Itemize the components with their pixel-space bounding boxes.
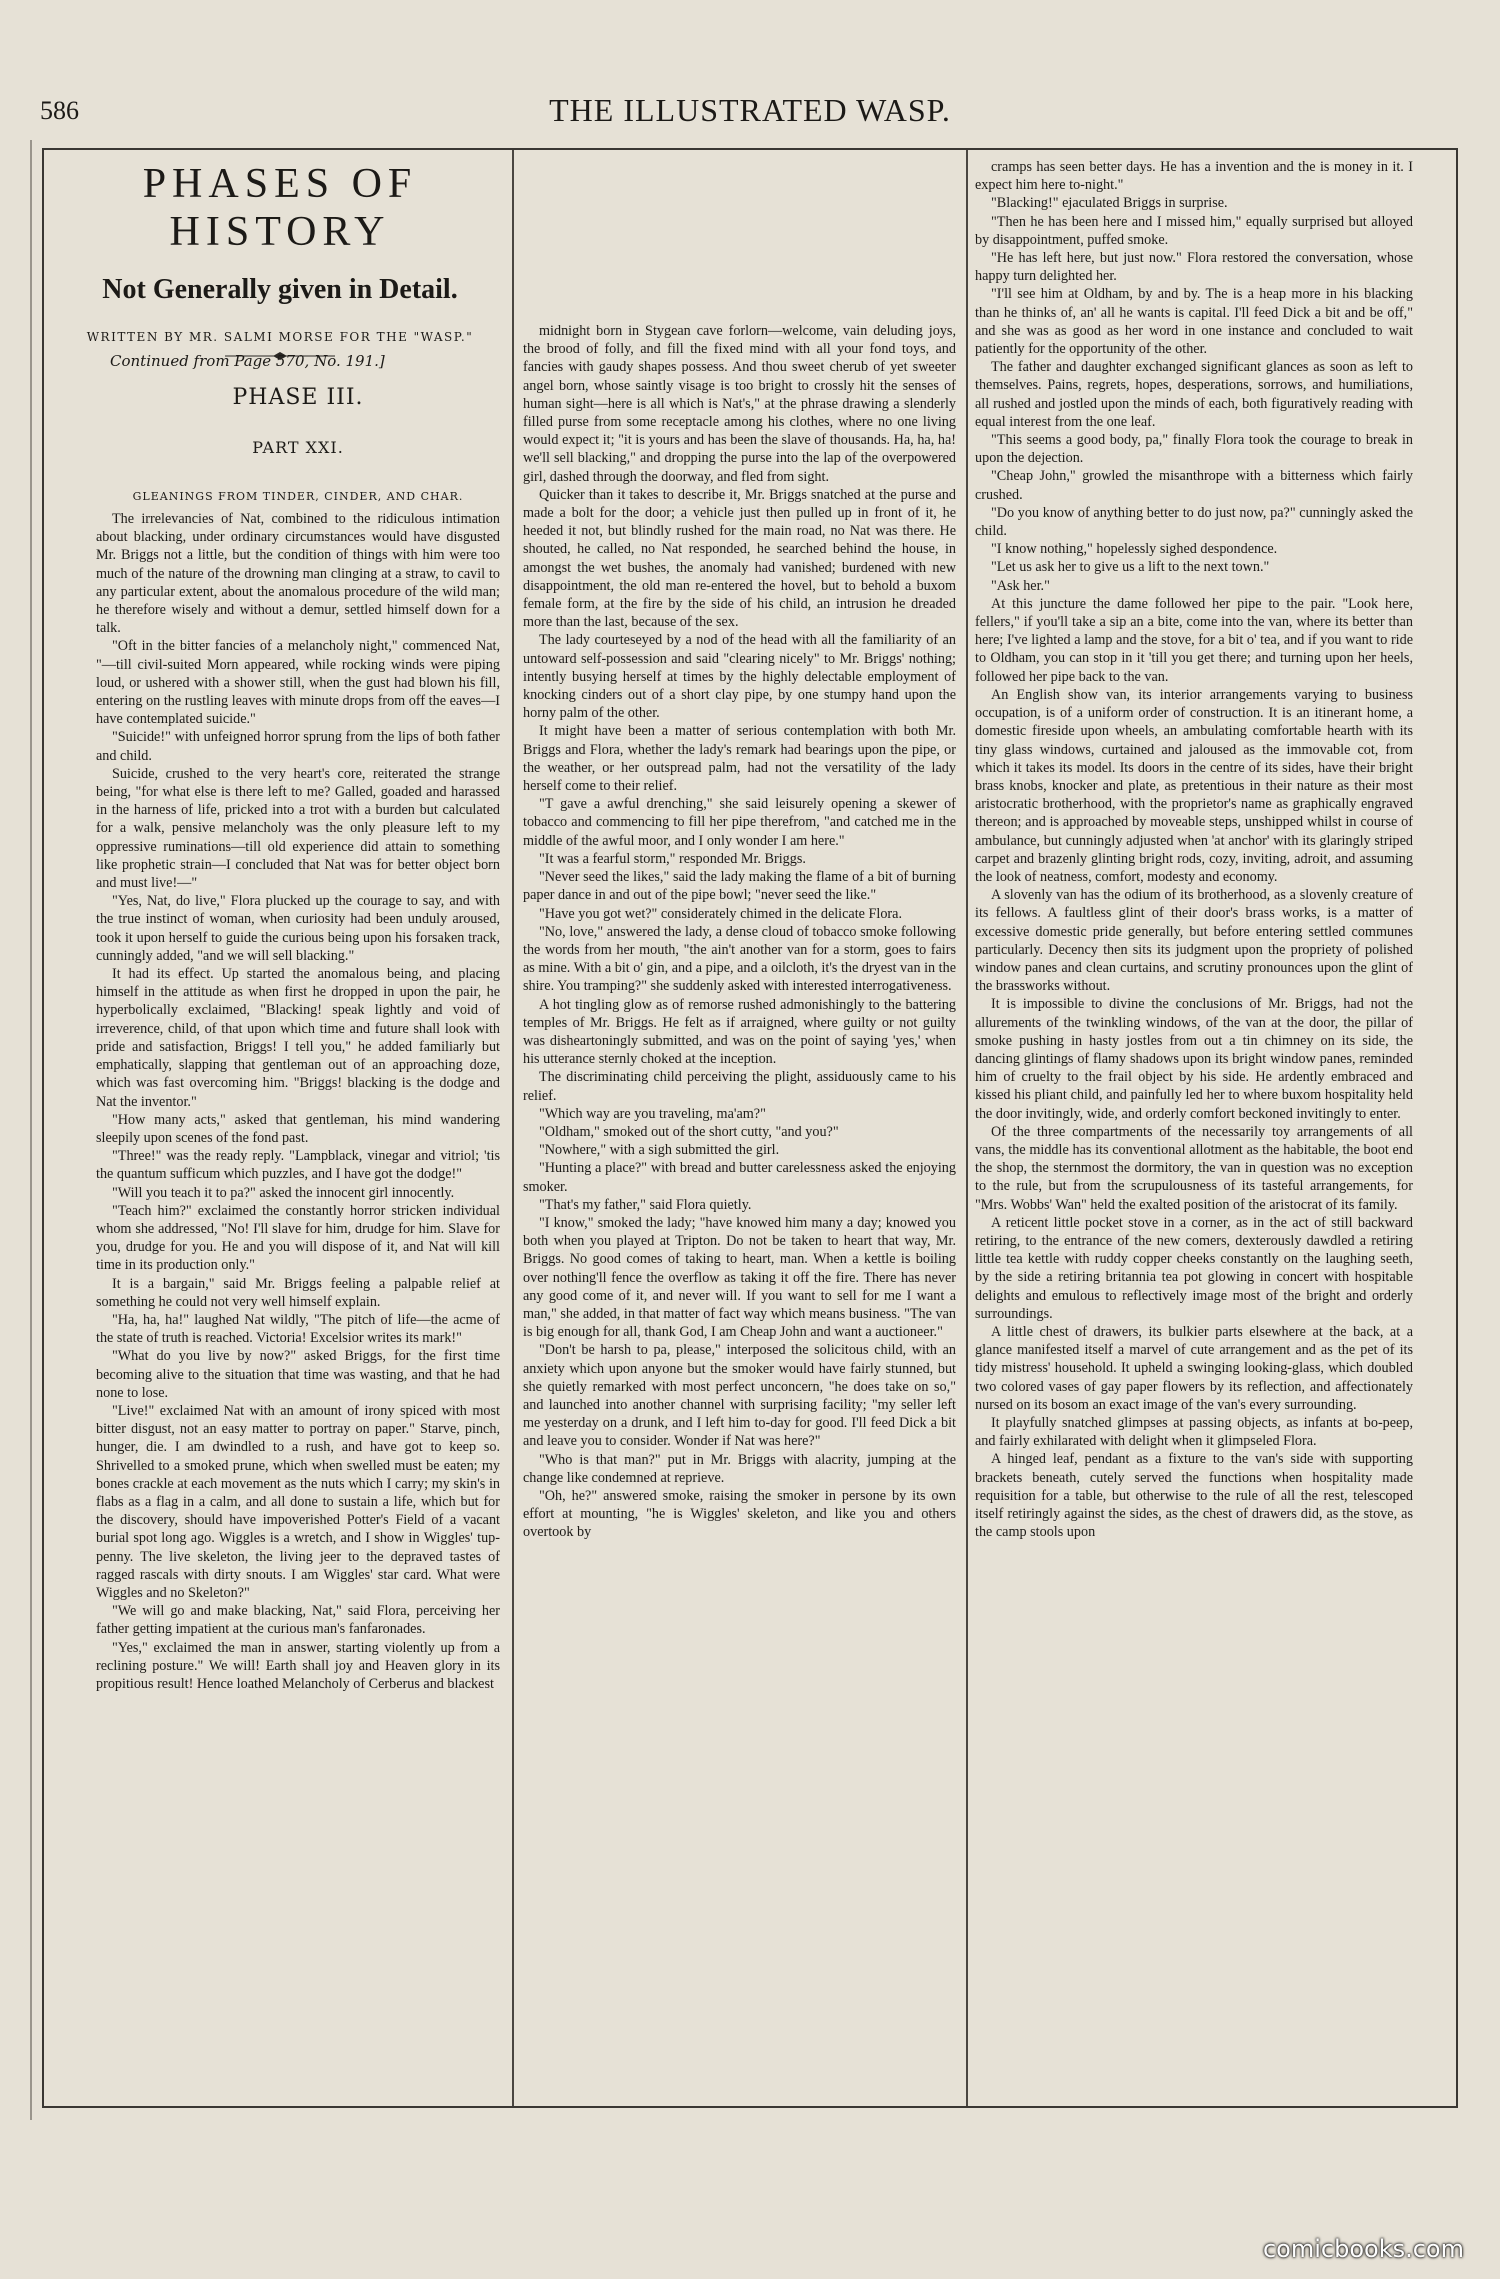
paragraph: "How many acts," asked that gentleman, his mind wandering sleepily upon scenes of the fond past. [96,1111,500,1146]
paragraph: midnight born in Stygean cave forlorn—welcome, vain deluding joys, the brood of folly, and fill the fixed mind with all your fond toys, and fancies with gaudy shapes possess. And thou sweet cherub of yet sweeter angel born, whose saintly visage is too bright to crossly hit the senses of human sight—here is all which is Nat's," at the phrase drawing a slenderly filled purse from some receptacle among his clothes, where no one living would expect it; "it is yours and has been the slave of thousands. Ha, ha, ha! we'll sell blacking," and dropping the purse into the lap of the overpowered girl, dashed through the doorway, and fled from sight. [523,323,956,485]
text-column-2 [523,322,956,2102]
paragraph: "Yes," exclaimed the man in answer, starting violently up from a reclining posture." We will! Earth shall joy and Heaven glory in its propitious result! Hence loathed Melancholy of Cerberus and blackest [96,1639,500,1692]
paragraph: Of the three compartments of the necessarily toy arrangements of all vans, the middle has its conventional allotment as the habitable, the boot end the shop, the sternmost the dormitory, the van in question was no exception to the rule, but from the scrupulousness of its tasteful arrangements, for "Mrs. Wobbs' Wan" held the exalted position of the aristocrat of its family. [975,1123,1413,1213]
byline: WRITTEN BY MR. SALMI MORSE FOR THE "WASP." [86,330,474,344]
page-number: 586 [40,96,79,125]
text-column-1 [96,510,500,2125]
paragraph: "I'll see him at Oldham, by and by. The is a heap more in his blacking than he thinks of, an' all he wants is capital. I'll feed Dick a bit and be off," and she was as good as her word in one instance and concluded to wait patiently for the opportunity of the other. [975,286,1413,358]
masthead: THE ILLUSTRATED WASP. [549,92,951,128]
paragraph: "I know," smoked the lady; "have knowed him many a day; knowed you both when you played at Tripton. Do not be taken to heart that way, Mr. Briggs. No good comes of taking to heart, man. When a kettle is boiling over nothing'll fence the overflow as taking it off the fire. There has never any good come of it, and never will. If you want to sell for me I want a man," she added, in that matter of fact way which means business. "The van is big enough for all, thank God, I am Cheap John and want a auctioneer." [523,1214,956,1341]
watermark: comicbooks.com [1262,2235,1464,2263]
page-edge-shadow [30,140,32,2120]
paragraph: "Don't be harsh to pa, please," interposed the solicitous child, with an anxiety which upon anyone but the smoker would have fairly stunned, but she quietly remarked with most perfect unconcern, "he does take on so," and launched into another channel with surprising facility; "my seller left me yesterday on a drunk, and I left him to-day for good. I'll feed Dick a bit and leave you to consider. Wonder if Nat was here?" [523,1342,956,1450]
phase-heading: PHASE III. [232,385,364,410]
paragraph: Suicide, crushed to the very heart's core, reiterated the strange being, "for what else is there left to me? Galled, goaded and harassed in the harness of life, pricked into a trot with a burden but calculated for a walk, pensive melancholy was the only pleasure left to my oppressive ruminations—till old experience did attain to something like prophetic strain—I concluded that Nat was for better object born and must live!—" [96,765,500,892]
paragraph: A slovenly van has the odium of its brotherhood, as a slovenly creature of its fellows. A faultless glint of their door's brass works, is a matter of excessive domestic pride generally, but before entering settled communes particularly. Decency then sits its judgment upon the propriety of polished window panes and clean curtains, and scrutiny pronounces upon the glint of the brassworks without. [975,887,1413,995]
paragraph: "He has left here, but just now." Flora restored the conversation, whose happy turn delighted her. [975,250,1413,285]
paragraph: "That's my father," said Flora quietly. [539,1196,752,1213]
paragraph: "Who is that man?" put in Mr. Briggs with alacrity, jumping at the change like condemned at reprieve. [523,1451,956,1486]
paragraph: The discriminating child perceiving the plight, assiduously came to his relief. [523,1069,956,1104]
paragraph: A hinged leaf, pendant as a fixture to the van's side with supporting brackets beneath, cutely served the functions when hospitality made requisition for a table, but otherwise to the rule of all the rest, telescoped itself retiringly against the sides, as the chest of drawers did, as the stove, as the camp stools upon [975,1451,1413,1541]
paragraph: "Which way are you traveling, ma'am?" [539,1105,766,1122]
paragraph: The irrelevancies of Nat, combined to the ridiculous intimation about blacking, under ordinary circumstances would have disgusted Mr. Briggs not a little, but the condition of things with him were too much of the nature of the drowning man clinging at a straw, to cavil to any particular extent, about the anomalous procedure of the wild man; he therefore wisely and without a demur, settled himself down for a talk. [96,511,500,637]
paragraph: "It was a fearful storm," responded Mr. Briggs. [539,850,806,867]
paragraph: The lady courteseyed by a nod of the head with all the familiarity of an untoward self-possession and said "clearing nicely" to Mr. Briggs' nothing; intently busying herself at times by the highly delectable employment of knocking cinders out of a short clay pipe, by one stumpy hand upon the horny palm of the other. [523,632,956,722]
paragraph: "This seems a good body, pa," finally Flora took the courage to break in upon the dejection. [975,432,1413,467]
paragraph: "Suicide!" with unfeigned horror sprung from the lips of both father and child. [96,729,500,764]
paragraph: "Then he has been here and I missed him," equally surprised but alloyed by disappointment, puffed smoke. [975,213,1413,248]
part-heading: PART XXI. [252,438,344,457]
paragraph: "T gave a awful drenching," she said leisurely opening a skewer of tobacco and commencing to fill her pipe therefrom, "and catched me in the middle of the awful moor, and I only wonder I am here." [523,796,956,849]
paragraph: Quicker than it takes to describe it, Mr. Briggs snatched at the purse and made a bolt for the door; a vehicle just then pulled up in front of it, he heeded it not, but blindly rushed for the main road, no Nat was there. He shouted, he called, no Nat responded, he searched behind the house, in amongst the wet bushes, the anomaly had vanished; burdened with new disappointment, the old man re-entered the hovel, but to behold a buxom female form, at the fire by the side of his child, an intrusion he dreaded more than the last, because of the sex. [523,486,956,631]
paragraph: A little chest of drawers, its bulkier parts elsewhere at the back, at a glance manifested itself a marvel of cute arrangement and as the pet of its tidy mistress' household. It upheld a swinging looking-glass, which doubled two colored vases of gay paper flowers by its reflection, and affectionately nursed on its bosom an exact image of the van's every surrounding. [975,1324,1413,1413]
paragraph: It is a bargain," said Mr. Briggs feeling a palpable relief at something he could not very well himself explain. [96,1275,500,1310]
paragraph: "Never seed the likes," said the lady making the flame of a bit of burning paper dance in and out of the pipe bowl; "never seed the like." [523,869,956,904]
paragraph: "Nowhere," with a sigh submitted the girl. [539,1142,780,1159]
paragraph: "Blacking!" ejaculated Briggs in surprise. [991,195,1228,212]
paragraph: "Live!" exclaimed Nat with an amount of irony spiced with most bitter disgust, not an easy matter to portray on paper." Starve, pinch, hunger, die. I am dwindled to a rush, and have got to keep so. Shrivelled to a smoked prune, which when swelled must be eaten; my bones crackle at each movement as the nuts which I carry; my skin's in flabs as a flag in a calm, and all done to sustain a life, which but for the discovery, should have impoverished Potter's Field of a vacant burial spot long ago. Wiggles is a wretch, and I show in Wiggles' tup-penny. The live skeleton, the living jeer to the depraved tastes of ragged rascals with dirty snouts. I am Wiggles' star card. What were Wiggles and no Skeleton?" [96,1402,500,1601]
paragraph: "Hunting a place?" with bread and butter carelessness asked the enjoying smoker. [523,1160,956,1195]
paragraph: "No, love," answered the lady, a dense cloud of tobacco smoke following the words from her mouth, "the ain't another van for a storm, goes to fairs as mine. With a bit o' gin, and a pipe, and a oilcloth, it's the dryest van in the shire. You tramping?" she suddenly asked with interested interrogativeness. [523,923,956,995]
paragraph: It is impossible to divine the conclusions of Mr. Briggs, had not the allurements of the twinkling windows, of the van at the door, the pillar of smoke pushing in hasty jostles from out a tin chimney on its side, the dancing glintings of flamy shadows upon its bright window panes, reminded him of cruelty to the frail object by his side. He ardently embraced and kissed his pliant child, and painfully led her to where buxom hospitality held the door invitingly, wide, and orderly comfort beckoned invitingly to enter. [975,996,1413,1122]
paragraph: An English show van, its interior arrangements varying to business occupation, is of a uniform order of construction. It is an itinerant home, a domestic fireside upon wheels, an ambulating comfortable hearth with its tiny glass windows, curtained and jaloused as the immovable cot, from which it takes its model. Its doors in the centre of its sides, have their bright brass knobs, knocker and plate, as pretentious in their nature as their most aristocratic brotherhood, with the proprietor's name as graphically engraved thereon; and is approached by moveable steps, unshipped whilst in course of ambulance, but cunningly adjusted when 'at anchor' with its glaringly striped carpet and brazenly glinting bright rods, cozy, inviting, adroit, and assuming the look of neatness, comfort, modesty and economy. [975,686,1413,885]
paragraph: "Three!" was the ready reply. "Lampblack, vinegar and vitriol; 'tis the quantum sufficum which puzzles, and I have got the dodge!" [96,1148,500,1183]
paragraph: "We will go and make blacking, Nat," said Flora, perceiving her father getting impatient at the curious man's fanfaronades. [96,1603,500,1638]
paragraph: "What do you live by now?" asked Briggs, for the first time becoming alive to the situation that time was wasting, and that he had none to lose. [96,1348,500,1401]
paragraph: "Oldham," smoked out of the short cutty, "and you?" [539,1123,839,1140]
paragraph: It playfully snatched glimpses at passing objects, as infants at bo-peep, and fairly exhilarated with delight when it glimpseled Flora. [975,1415,1413,1450]
paragraph: "Ha, ha, ha!" laughed Nat wildly, "The pitch of life—the acme of the state of truth is reached. Victoria! Excelsior writes its mark!" [96,1311,500,1347]
column-rule [512,150,514,2106]
text-column-3 [975,158,1413,2098]
paragraph: "Oft in the bitter fancies of a melancholy night," commenced Nat, "—till civil-suited Morn appeared, while rocking winds were piping loud, or ushered with a shower still, when the gust had blown his fill, entering on the rustling leaves with minute drops from off the eaves—I have contemplated suicide." [96,638,500,728]
paragraph: cramps has seen better days. He has a invention and the is money in it. I expect him here to-night." [975,159,1413,194]
paragraph: The father and daughter exchanged significant glances as soon as left to themselves. Pains, regrets, hopes, desperations, sorrows, and humiliations, all rushed and jostled upon the minds of each, both figuratively reading with equal interest from the one leaf. [975,359,1413,430]
paragraph: "Ask her." [991,577,1050,594]
article-subtitle: Not Generally given in Detail. [102,274,458,305]
paragraph: It had its effect. Up started the anomalous being, and placing himself in the attitude as when first he dropped in upon the pair, he hyperbolically exclaimed, "Blacking! speak lightly and void of irreverence, child, of that upon which time and future shall look with pride and satisfaction, Briggs! I tell you," he added familiarly but emphatically, slapping that gentleman out of an approaching doze, which was fast overcoming him. "Briggs! blacking is the dodge and Nat the inventor." [96,966,500,1110]
paragraph: "Have you got wet?" considerately chimed in the delicate Flora. [539,905,902,922]
paragraph: "Will you teach it to pa?" asked the innocent girl innocently. [112,1184,455,1201]
paragraph: "Yes, Nat, do live," Flora plucked up the courage to say, and with the true instinct of woman, when curiosity had been unduly aroused, took it upon herself to guide the curious being upon his forsaken track, cunningly added, "and we will sell blacking." [96,893,500,964]
article-title: PHASES OF HISTORY [142,161,418,255]
continued-note: Continued from Page 570, No. 191.] [110,352,385,370]
column-rule [966,150,968,2106]
paragraph: A reticent little pocket stove in a corner, as in the act of still backward retiring, to the entrance of the new comers, dexterously dawdled a retiring little tea kettle with ruddy copper cheeks constantly on the laughing seeth, by the side a retiring britannia tea pot glowing in concert with hospitable delights and emulous to reflectively image most of the bright and orderly surroundings. [975,1214,1413,1322]
paragraph: At this juncture the dame followed her pipe to the pair. "Look here, fellers," if you'll take a sip an a bite, come into the van, where its better than here; I've lighted a lamp and the stove, for a bit o' tea, and if you want to ride to Oldham, you can stop in it 'till you get there; and turning upon her heels, followed her pipe back to the van. [975,595,1413,685]
paragraph: A hot tingling glow as of remorse rushed admonishingly to the battering temples of Mr. Briggs. He felt as if arraigned, where guilty or not guilty was disheartoningly submitted, and was on the point of saying 'yes,' when his utterance sternly choked at the inception. [523,996,956,1068]
paragraph: "Do you know of anything better to do just now, pa?" cunningly asked the child. [975,504,1413,540]
paragraph: "Teach him?" exclaimed the constantly horror stricken individual whom she addressed, "No! I'll slave for him, drudge for him. Slave for you, drudge for you. He and you will dispose of it, and Nat will kill time in its production only." [96,1202,500,1274]
paragraph: "Cheap John," growled the misanthrope with a bitterness which fairly crushed. [975,468,1413,503]
paragraph: "Let us ask her to give us a lift to the next town." [991,559,1270,576]
paragraph: "I know nothing," hopelessly sighed despondence. [991,541,1278,558]
article-header [60,160,500,364]
paragraph: "Oh, he?" answered smoke, raising the smoker in persone by its own effort at mounting, "he is Wiggles' skeleton, and like you and others overtook by [523,1488,956,1541]
paragraph: It might have been a matter of serious contemplation with both Mr. Briggs and Flora, whether the lady's remark had bearings upon the pipe, or the weather, or her outspread palm, had not the versatility of the lady herself come to their relief. [523,723,956,795]
section-heading: GLEANINGS FROM TINDER, CINDER, AND CHAR. [132,490,464,503]
